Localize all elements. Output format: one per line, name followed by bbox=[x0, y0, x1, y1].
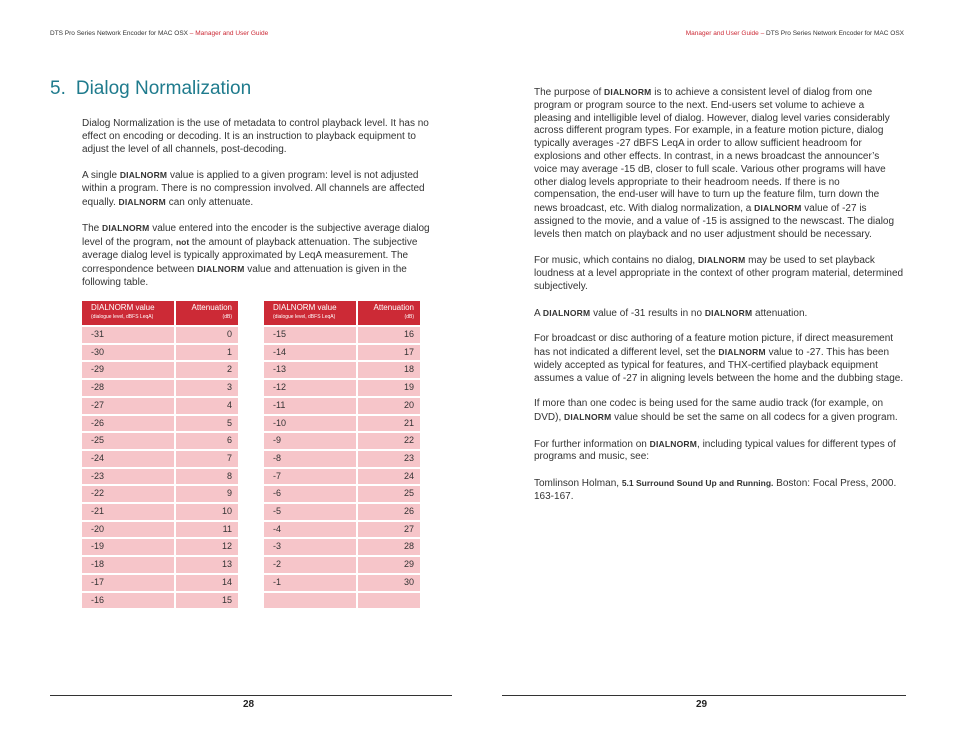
table-row bbox=[264, 469, 420, 485]
text: For music, which contains no dialog, bbox=[534, 255, 698, 267]
attenuation-cell: 15 bbox=[174, 593, 238, 609]
header-title: DIALNORM value bbox=[273, 303, 337, 312]
dialnorm-value-cell: -9 bbox=[264, 433, 356, 449]
attenuation-cell: 30 bbox=[356, 575, 420, 591]
dialnorm-value-cell: -11 bbox=[264, 398, 356, 414]
book-title: 5.1 Surround Sound Up and Running. bbox=[621, 477, 774, 488]
attenuation-cell: 11 bbox=[174, 522, 238, 538]
dialnorm-value-cell: -21 bbox=[82, 504, 174, 520]
dialnorm-value-cell: -15 bbox=[264, 327, 356, 343]
dialnorm-value-cell: -3 bbox=[264, 539, 356, 555]
text: If more than one codec is being used for the same audio track (for example, on DVD), bbox=[534, 398, 884, 423]
attenuation-cell: 9 bbox=[174, 486, 238, 502]
footer-rule bbox=[502, 695, 906, 696]
text: value is applied to a given program: level is not adjusted within a program. There is no compression involved. All channels are affected equally. bbox=[82, 170, 425, 208]
table-row bbox=[82, 345, 238, 361]
paragraph bbox=[534, 438, 904, 465]
header-separator: – bbox=[758, 30, 766, 37]
attenuation-cell: 7 bbox=[174, 451, 238, 467]
text: value of -31 results in no bbox=[590, 307, 705, 319]
keyword: DIALNORM bbox=[718, 346, 766, 357]
dialnorm-table-2 bbox=[264, 299, 420, 610]
header-title: DIALNORM value bbox=[91, 303, 155, 312]
dialnorm-value-cell: -8 bbox=[264, 451, 356, 467]
text: The purpose of bbox=[534, 87, 605, 98]
text: value entered into the encoder is the subjective average dialog level of the program, bbox=[82, 223, 430, 249]
dialnorm-value-cell: -7 bbox=[264, 469, 356, 485]
header-subtitle: (dB) bbox=[222, 314, 232, 320]
running-header-right bbox=[686, 30, 904, 37]
table-row bbox=[264, 593, 420, 609]
table-row bbox=[264, 557, 420, 573]
page-number: 28 bbox=[243, 699, 255, 710]
attenuation-cell: 25 bbox=[356, 486, 420, 502]
attenuation-cell: 19 bbox=[356, 380, 420, 396]
column-header-attenuation bbox=[356, 301, 420, 325]
attenuation-cell: 1 bbox=[174, 345, 238, 361]
keyword: DIALNORM bbox=[118, 196, 166, 207]
paragraph bbox=[534, 307, 904, 321]
doc-title: DTS Pro Series Network Encoder for MAC OSX bbox=[766, 30, 904, 37]
text: , including typical values for different types of programs and music, see: bbox=[534, 438, 896, 463]
text: A bbox=[534, 307, 543, 319]
dialnorm-value-cell: -2 bbox=[264, 557, 356, 573]
table-row bbox=[82, 327, 238, 343]
footer-rule bbox=[50, 695, 452, 696]
paragraph bbox=[82, 169, 442, 209]
attenuation-cell: 4 bbox=[174, 398, 238, 414]
paragraph bbox=[82, 118, 442, 156]
paragraph bbox=[534, 398, 904, 425]
keyword: DIALNORM bbox=[197, 263, 245, 274]
dialnorm-value-cell: -29 bbox=[82, 362, 174, 378]
table-row bbox=[82, 451, 238, 467]
header-separator: – bbox=[188, 30, 196, 37]
table-row bbox=[264, 522, 420, 538]
page-number: 29 bbox=[696, 699, 708, 710]
table-row bbox=[82, 575, 238, 591]
attenuation-cell: 26 bbox=[356, 504, 420, 520]
paragraph bbox=[534, 333, 904, 385]
table-row bbox=[264, 362, 420, 378]
table-row bbox=[82, 593, 238, 609]
header-subtitle: (dialogue level, dBFS LeqA) bbox=[273, 314, 336, 320]
header-subtitle: (dialogue level, dBFS LeqA) bbox=[91, 314, 154, 320]
attenuation-cell: 16 bbox=[356, 327, 420, 343]
table-row bbox=[264, 539, 420, 555]
dialnorm-value-cell: -22 bbox=[82, 486, 174, 502]
attenuation-cell: 29 bbox=[356, 557, 420, 573]
attenuation-cell: 5 bbox=[174, 416, 238, 432]
dialnorm-value-cell: -30 bbox=[82, 345, 174, 361]
attenuation-cell: 28 bbox=[356, 539, 420, 555]
attenuation-cell: 6 bbox=[174, 433, 238, 449]
text: value and attenuation is given in the following table. bbox=[82, 263, 407, 288]
dialnorm-value-cell: -28 bbox=[82, 380, 174, 396]
citation bbox=[534, 477, 904, 504]
text: Tomlinson Holman, bbox=[534, 477, 622, 489]
text: Dialog Normalization is the use of metadata to control playback level. It has no effect on encoding or decoding. It is an instruction to playback equipment to adjust the level of all channels, post-decoding. bbox=[82, 118, 429, 155]
attenuation-cell: 22 bbox=[356, 433, 420, 449]
attenuation-cell: 3 bbox=[174, 380, 238, 396]
paragraph bbox=[534, 86, 904, 242]
dialnorm-value-cell: -5 bbox=[264, 504, 356, 520]
attenuation-cell: 10 bbox=[174, 504, 238, 520]
dialnorm-value-cell: -24 bbox=[82, 451, 174, 467]
dialnorm-table-1 bbox=[82, 299, 238, 610]
text: For further information on bbox=[534, 438, 650, 450]
table-row bbox=[82, 504, 238, 520]
keyword: DIALNORM bbox=[697, 255, 746, 266]
text: Boston: Focal Press, 2000. 163-167. bbox=[534, 477, 897, 502]
dialnorm-value-cell: -14 bbox=[264, 345, 356, 361]
dialnorm-value-cell: -27 bbox=[82, 398, 174, 414]
table-row bbox=[82, 557, 238, 573]
keyword: DIALNORM bbox=[564, 411, 612, 422]
attenuation-cell: 8 bbox=[174, 469, 238, 485]
text: is to achieve a consistent level of dialog from one program or program source to the next. End-users set volume to achieve a pleasing and intelligible level of dialog. However, dialog level varies considerably across different program types. For example, in a feature motion picture, dialog typically averages -27 dBFS LeqA in order to allow sufficient headroom for explosions and other effects. In contrast, in a news broadcast the announcer’s voice may average -15 dB, closer to full scale. Various other programs will have other dialog levels appropriate to their headroom needs. If there is no compensation, the end-user will have to turn up the feature film, turn down the news broadcast, etc. With dialog normalization, a bbox=[534, 87, 890, 215]
text: attenuation. bbox=[752, 307, 808, 319]
table-row bbox=[264, 575, 420, 591]
table-row bbox=[82, 469, 238, 485]
table-row bbox=[82, 522, 238, 538]
table-row bbox=[82, 398, 238, 414]
dialnorm-value-cell: -12 bbox=[264, 380, 356, 396]
dialnorm-value-cell: -18 bbox=[82, 557, 174, 573]
section-number: 5. bbox=[50, 78, 66, 99]
dialnorm-value-cell: -25 bbox=[82, 433, 174, 449]
section-heading bbox=[50, 78, 251, 100]
attenuation-cell: 14 bbox=[174, 575, 238, 591]
table-row bbox=[264, 416, 420, 432]
running-header-left bbox=[50, 30, 268, 37]
table-row bbox=[264, 433, 420, 449]
dialnorm-value-cell: -31 bbox=[82, 327, 174, 343]
attenuation-cell: 13 bbox=[174, 557, 238, 573]
column-header-value bbox=[264, 301, 356, 325]
text: can only attenuate. bbox=[165, 196, 254, 208]
table-row bbox=[82, 380, 238, 396]
keyword: DIALNORM bbox=[704, 307, 753, 318]
attenuation-cell: 20 bbox=[356, 398, 420, 414]
dialnorm-value-cell: -19 bbox=[82, 539, 174, 555]
table-row bbox=[264, 380, 420, 396]
table-row bbox=[264, 327, 420, 343]
dialnorm-value-cell: -4 bbox=[264, 522, 356, 538]
guide-title: Manager and User Guide bbox=[195, 30, 269, 37]
attenuation-cell bbox=[356, 593, 420, 609]
section-title: Dialog Normalization bbox=[75, 78, 252, 99]
text: value to -27. This has been widely accepted as typical for features, and THX-certified playback equipment assumes a value of -27 in aligning levels between the home and the dubbing stage. bbox=[534, 346, 904, 384]
text: A single bbox=[82, 170, 120, 182]
table-row bbox=[264, 504, 420, 520]
table-row bbox=[264, 398, 420, 414]
attenuation-cell: 2 bbox=[174, 362, 238, 378]
attenuation-cell: 23 bbox=[356, 451, 420, 467]
header-title: Attenuation bbox=[373, 303, 414, 312]
paragraph bbox=[82, 222, 442, 289]
emphasis: not bbox=[175, 237, 190, 248]
header-title: Attenuation bbox=[191, 303, 232, 312]
text: The bbox=[82, 223, 103, 235]
dialnorm-value-cell: -6 bbox=[264, 486, 356, 502]
text: value of -27 is assigned to the movie, and a value of -15 is assigned to the newscast. The dialog levels then match on playback and no user adjustment should be necessary. bbox=[534, 203, 895, 240]
right-column-text bbox=[534, 86, 904, 516]
column-header-value bbox=[82, 301, 174, 325]
dialnorm-value-cell: -1 bbox=[264, 575, 356, 591]
dialnorm-value-cell: -10 bbox=[264, 416, 356, 432]
dialnorm-value-cell: -20 bbox=[82, 522, 174, 538]
table-row bbox=[82, 416, 238, 432]
guide-title: Manager and User Guide bbox=[685, 30, 759, 37]
table-row bbox=[264, 345, 420, 361]
text: value should be set the same on all codecs for a given program. bbox=[611, 411, 898, 423]
table-row bbox=[264, 451, 420, 467]
keyword: DIALNORM bbox=[649, 438, 698, 449]
keyword: DIALNORM bbox=[119, 170, 168, 181]
table-row bbox=[82, 362, 238, 378]
text: may be used to set playback loudness at a level appropriate in the context of other program material, determined subjectively. bbox=[534, 255, 904, 292]
attenuation-cell: 18 bbox=[356, 362, 420, 378]
text: the amount of playback attenuation. The subjective average dialog level is typically approximated by LeqA measurement. The correspondence between bbox=[82, 237, 418, 275]
dialnorm-value-cell: -16 bbox=[82, 593, 174, 609]
doc-title: DTS Pro Series Network Encoder for MAC OSX bbox=[50, 30, 188, 37]
header-subtitle: (dB) bbox=[404, 314, 414, 320]
attenuation-cell: 0 bbox=[174, 327, 238, 343]
paragraph bbox=[534, 254, 904, 293]
table-row bbox=[82, 539, 238, 555]
dialnorm-value-cell bbox=[264, 593, 356, 609]
table-row bbox=[82, 486, 238, 502]
table-row bbox=[264, 486, 420, 502]
attenuation-cell: 27 bbox=[356, 522, 420, 538]
attenuation-cell: 12 bbox=[174, 539, 238, 555]
left-column-text bbox=[82, 118, 442, 302]
dialnorm-value-cell: -26 bbox=[82, 416, 174, 432]
dialnorm-value-cell: -23 bbox=[82, 469, 174, 485]
keyword: DIALNORM bbox=[604, 87, 652, 97]
dialnorm-value-cell: -17 bbox=[82, 575, 174, 591]
keyword: DIALNORM bbox=[542, 307, 591, 318]
attenuation-cell: 17 bbox=[356, 345, 420, 361]
attenuation-cell: 24 bbox=[356, 469, 420, 485]
keyword: DIALNORM bbox=[754, 203, 802, 214]
text: For broadcast or disc authoring of a feature motion picture, if direct measurement has not indicated a different level, set the bbox=[534, 333, 894, 358]
attenuation-cell: 21 bbox=[356, 416, 420, 432]
column-header-attenuation bbox=[174, 301, 238, 325]
dialnorm-value-cell: -13 bbox=[264, 362, 356, 378]
table-row bbox=[82, 433, 238, 449]
keyword: DIALNORM bbox=[102, 223, 150, 234]
